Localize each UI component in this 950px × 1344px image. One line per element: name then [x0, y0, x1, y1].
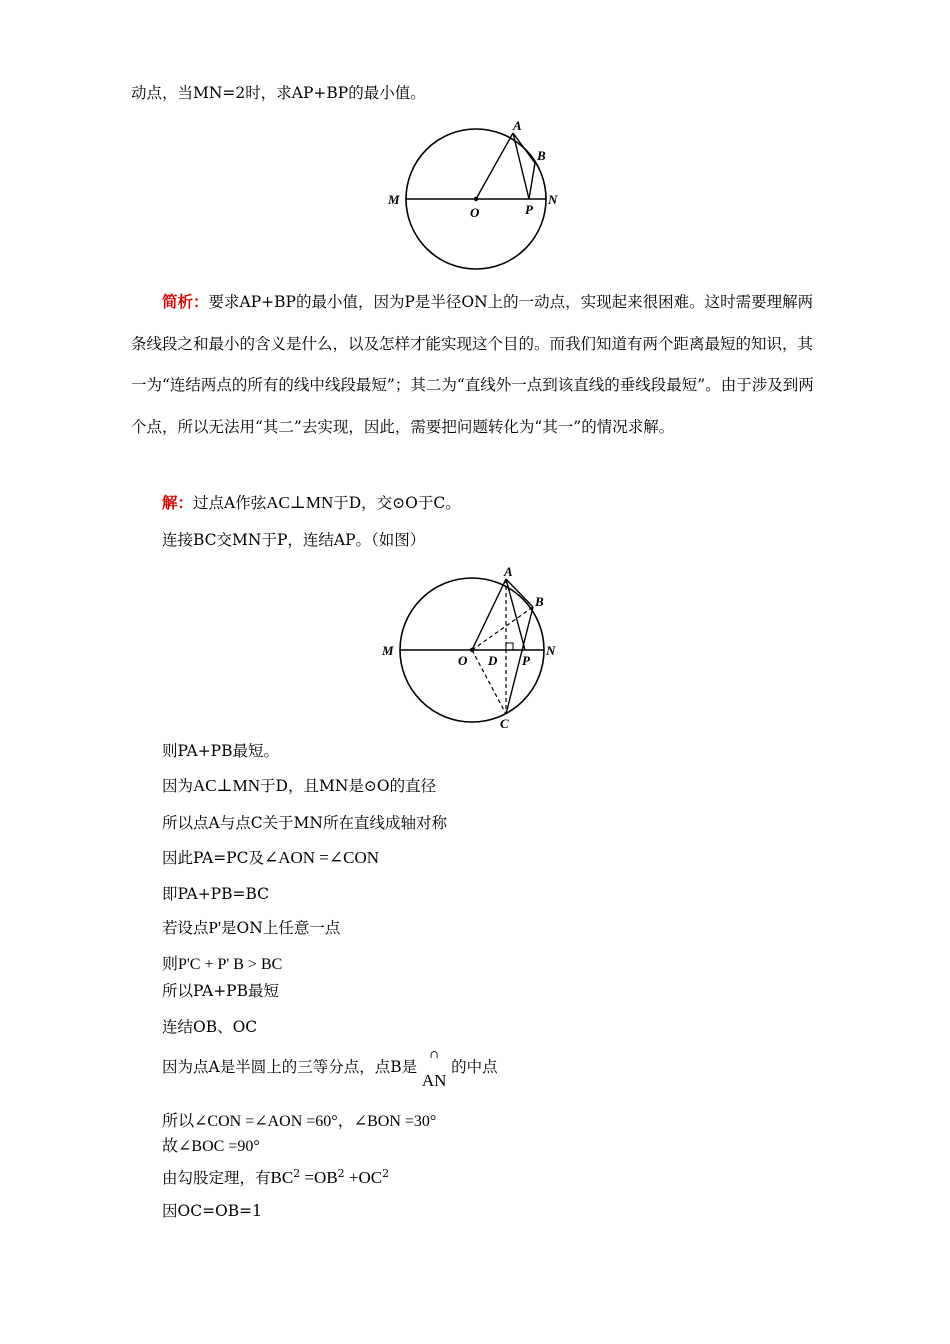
fig2-label-p: P [522, 653, 530, 668]
solution-l1-math: AC⊥MN [266, 493, 334, 512]
fig2-label-m: M [382, 643, 394, 658]
step-1: 则PA+PB最短。 [162, 742, 280, 760]
step-7: 则P'C + P' B > BC [162, 956, 283, 973]
step-10-b: 的中点 [451, 1058, 498, 1076]
fig1-label-p: P [525, 202, 533, 217]
step-5: 即PA+PB=BC [162, 885, 270, 903]
solution-label: 解： [162, 493, 194, 512]
fig2-center-dot [470, 648, 474, 652]
step-10-a: 因为点A是半圆上的三等分点，点B是 [162, 1058, 418, 1076]
step-13-a: 由勾股定理，有 [162, 1169, 271, 1188]
fig2-label-b: B [535, 594, 544, 609]
step-4-a: 因此PA=PC及 [162, 849, 264, 867]
step-2-b: 于D，且MN是⊙O的直径 [260, 777, 437, 795]
solution-line-1 [162, 493, 461, 513]
step-8: 所以PA+PB最短 [162, 982, 280, 1000]
arc-an-label: AN [421, 1071, 447, 1090]
step-6 [162, 918, 340, 938]
fig1-label-b: B [537, 148, 546, 163]
fig2-label-a: A [504, 566, 513, 579]
step-2-a: 因为 [162, 777, 194, 795]
analysis-text: 要求AP+BP的最小值，因为P是半径ON上的一动点，实现起来很困难。这时需要理解两条线段之和最小的含义是什么，以及怎样才能实现这个目的。而我们知道有两个距离最短的知识，其一为“连结两点的所有的线中线段最短”；其二为“直线外一点到该直线的垂线段最短”。由于涉及到两个点，所以无法用“其二”去实现，因此，需要把问题转化为“其一”的情况求解。 [131, 293, 814, 436]
fig1-segment-oa [476, 133, 513, 199]
step-13-m1: BC [270, 1168, 294, 1188]
step-13 [162, 1164, 389, 1188]
fig2-label-o: O [458, 653, 468, 668]
step-13-m2: =OB [300, 1168, 338, 1188]
step-12: 故∠BOC =90° [162, 1138, 260, 1155]
step-13-sup3: 2 [382, 1167, 390, 1180]
step-9: 连结OB、OC [162, 1018, 258, 1036]
solution-l1-b: 于D，交⊙O于C。 [333, 494, 461, 512]
analysis-paragraph [131, 281, 821, 448]
step-13-sup1: 2 [293, 1167, 301, 1180]
fig1-label-o: O [470, 205, 480, 220]
fig1-label-a: A [513, 118, 522, 133]
problem-continuation: 动点，当MN=2时，求AP+BP的最小值。 [131, 84, 426, 102]
step-4 [162, 848, 379, 868]
solution-line-2: 连接BC交MN于P，连结AP。（如图） [162, 531, 426, 549]
step-4-math: ∠AON =∠CON [263, 848, 380, 867]
fig2-label-n: N [546, 643, 556, 658]
fig2-segment-oa [472, 579, 506, 650]
arc-symbol: ∩ [429, 1048, 439, 1061]
step-11: 所以∠CON =∠AON =60°，∠BON =30° [162, 1113, 437, 1130]
step-6-a: 若设点 [162, 919, 209, 937]
step-6-b: 是ON上任意一点 [221, 919, 341, 937]
step-13-m3: +OC [344, 1168, 383, 1188]
figure-2 [378, 566, 568, 736]
step-2-math: AC⊥MN [193, 776, 261, 795]
fig2-label-c: C [500, 716, 509, 731]
step-6-math: P' [208, 918, 222, 937]
step-2 [162, 776, 436, 796]
fig1-segment-bp [529, 163, 535, 199]
fig1-label-n: N [548, 192, 558, 207]
solution-l1-a: 过点A作弦 [193, 494, 267, 512]
step-3: 所以点A与点C关于MN所在直线成轴对称 [162, 814, 447, 832]
step-14: 因OC=OB=1 [162, 1202, 263, 1220]
arc-an [421, 1048, 447, 1090]
fig2-right-angle-mark [506, 643, 513, 650]
fig1-label-m: M [388, 192, 400, 207]
fig1-center-dot [474, 197, 478, 201]
step-10 [162, 1048, 498, 1090]
fig2-label-d: D [488, 653, 498, 668]
analysis-label: 简析： [162, 292, 209, 311]
step-13-sup2: 2 [337, 1167, 345, 1180]
figure-1 [380, 118, 570, 273]
